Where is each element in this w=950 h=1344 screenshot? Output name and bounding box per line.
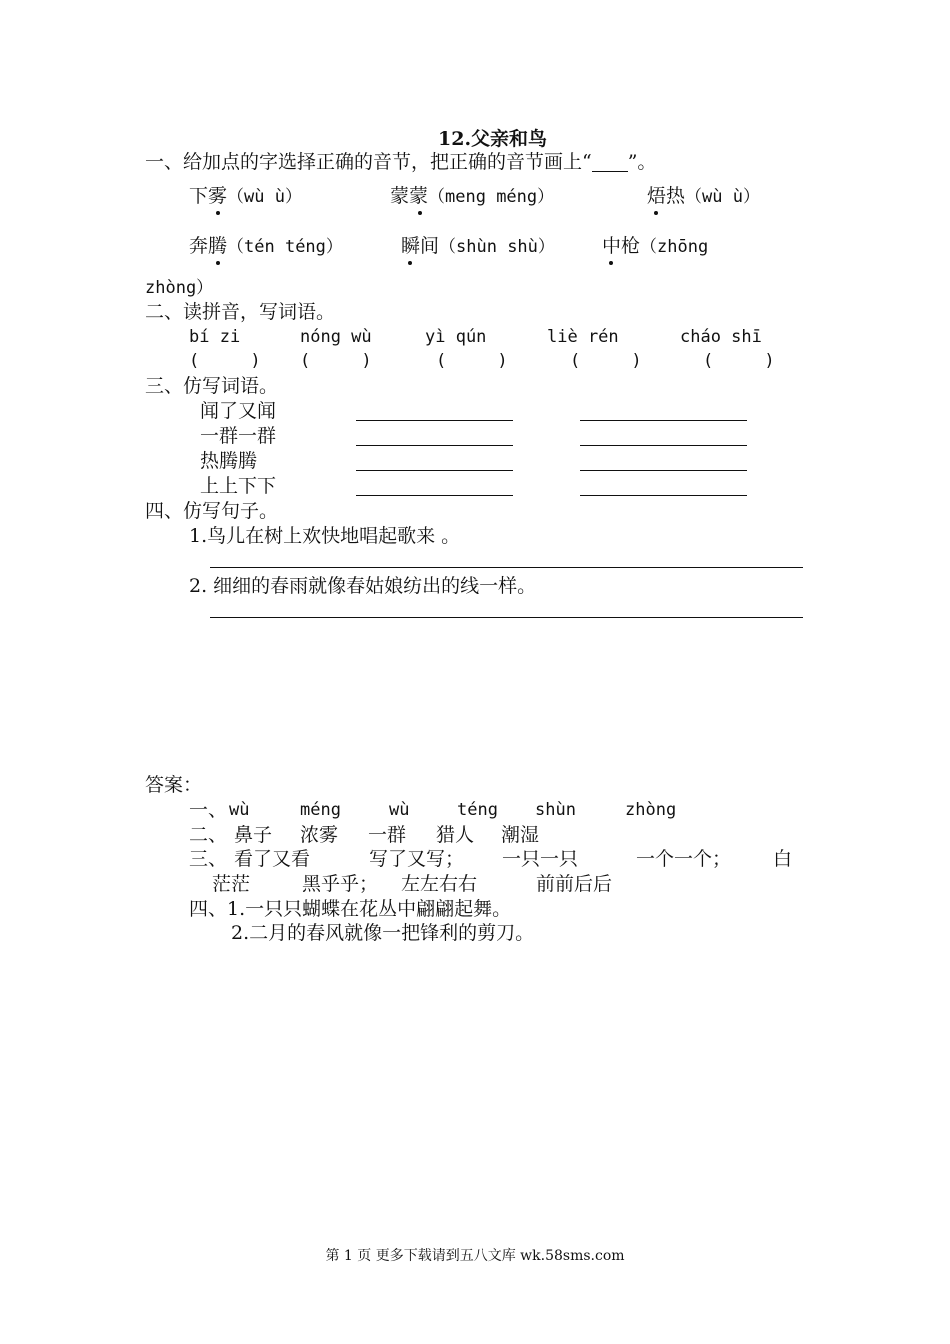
emphasis-dot xyxy=(216,211,220,215)
answer1-item: wù xyxy=(389,800,410,820)
emphasis-dot xyxy=(654,211,658,215)
answer1-item: téng xyxy=(457,800,498,820)
s4-sentence-2: 2. 细细的春雨就像春姑娘纺出的线一样。 xyxy=(189,575,537,597)
s4-answer-line-2[interactable] xyxy=(210,617,803,618)
s1-item-3: 焐热（wù ù） xyxy=(647,185,760,207)
s2-pinyin-1: bí zi xyxy=(189,327,241,347)
answer1-item: shùn xyxy=(535,800,576,820)
s3-blank-line[interactable] xyxy=(580,470,747,471)
s3-blank-line[interactable] xyxy=(356,470,513,471)
answer3-item: 看了又看 xyxy=(234,848,311,870)
heading-blank xyxy=(592,155,628,172)
section4-heading: 四、仿写句子。 xyxy=(145,500,279,522)
answer1-item: zhòng xyxy=(625,800,677,820)
s1-wrap: zhòng） xyxy=(145,278,214,298)
section2-heading: 二、读拼音，写词语。 xyxy=(145,301,336,323)
answer3-label: 三、 xyxy=(189,848,228,870)
answer3-item: 黑乎乎； xyxy=(302,873,379,895)
s1-item-5: 瞬间（shùn shù） xyxy=(401,235,555,257)
s2-pinyin-5: cháo shī xyxy=(680,327,762,347)
s1-item-6: 中枪（zhōng xyxy=(602,235,709,257)
answer2-item: 潮湿 xyxy=(501,824,540,846)
s2-blank-1[interactable]: ( ) xyxy=(189,351,261,371)
section1-heading: 一、给加点的字选择正确的音节，把正确的音节画上“ ”。 xyxy=(145,151,657,173)
s2-blank-5[interactable]: ( ) xyxy=(703,351,775,371)
answer3-item: 一个一个； xyxy=(636,848,732,870)
answer3-item: 前前后后 xyxy=(536,873,613,895)
answer4-1: 四、1.一只只蝴蝶在花丛中翩翩起舞。 xyxy=(189,898,512,920)
answer3-item: 左左右右 xyxy=(401,873,478,895)
s2-blank-4[interactable]: ( ) xyxy=(570,351,642,371)
s3-blank-line[interactable] xyxy=(356,420,513,421)
s1-item-2: 蒙蒙（meng méng） xyxy=(390,185,555,207)
s2-blank-3[interactable]: ( ) xyxy=(436,351,508,371)
answer2-label: 二、 xyxy=(189,824,228,846)
answer3-item: 白 xyxy=(773,848,793,870)
s3-item-2: 一群一群 xyxy=(200,425,277,447)
answer3-item: 一只一只 xyxy=(502,848,579,870)
s3-item-3: 热腾腾 xyxy=(200,450,258,472)
answer1-label: 一、 xyxy=(189,799,228,821)
s1-item-1: 下雾（wù ù） xyxy=(189,185,302,207)
answer3-item: 茫茫 xyxy=(212,873,251,895)
emphasis-dot xyxy=(216,261,220,265)
s2-pinyin-3: yì qún xyxy=(425,327,487,347)
answers-heading: 答案： xyxy=(145,774,203,796)
answer2-item: 鼻子 xyxy=(234,824,273,846)
s2-blank-2[interactable]: ( ) xyxy=(300,351,372,371)
answer4-2: 2.二月的春风就像一把锋利的剪刀。 xyxy=(231,922,535,944)
s3-blank-line[interactable] xyxy=(356,445,513,446)
emphasis-dot xyxy=(408,261,412,265)
s3-blank-line[interactable] xyxy=(580,495,747,496)
s2-pinyin-2: nóng wù xyxy=(300,327,372,347)
answer2-item: 猎人 xyxy=(436,824,475,846)
s1-item-4: 奔腾（tén téng） xyxy=(189,235,343,257)
answer2-item: 浓雾 xyxy=(300,824,339,846)
s4-answer-line-1[interactable] xyxy=(210,567,803,568)
s3-blank-line[interactable] xyxy=(580,420,747,421)
s3-blank-line[interactable] xyxy=(580,445,747,446)
s3-blank-line[interactable] xyxy=(356,495,513,496)
s3-item-4: 上上下下 xyxy=(200,475,277,497)
page-footer: 第 1 页 更多下载请到五八文库 wk.58sms.com xyxy=(325,1248,625,1264)
s2-pinyin-4: liè rén xyxy=(547,327,619,347)
answer1-item: méng xyxy=(300,800,341,820)
answer1-item: wù xyxy=(229,800,250,820)
section3-heading: 三、仿写词语。 xyxy=(145,375,279,397)
emphasis-dot xyxy=(418,211,422,215)
answer2-item: 一群 xyxy=(368,824,407,846)
emphasis-dot xyxy=(609,261,613,265)
answer3-item: 写了又写； xyxy=(369,848,465,870)
s4-sentence-1: 1.鸟儿在树上欢快地唱起歌来 。 xyxy=(189,525,461,547)
page-title: 12.父亲和鸟 xyxy=(438,128,548,150)
s3-item-1: 闻了又闻 xyxy=(200,400,277,422)
